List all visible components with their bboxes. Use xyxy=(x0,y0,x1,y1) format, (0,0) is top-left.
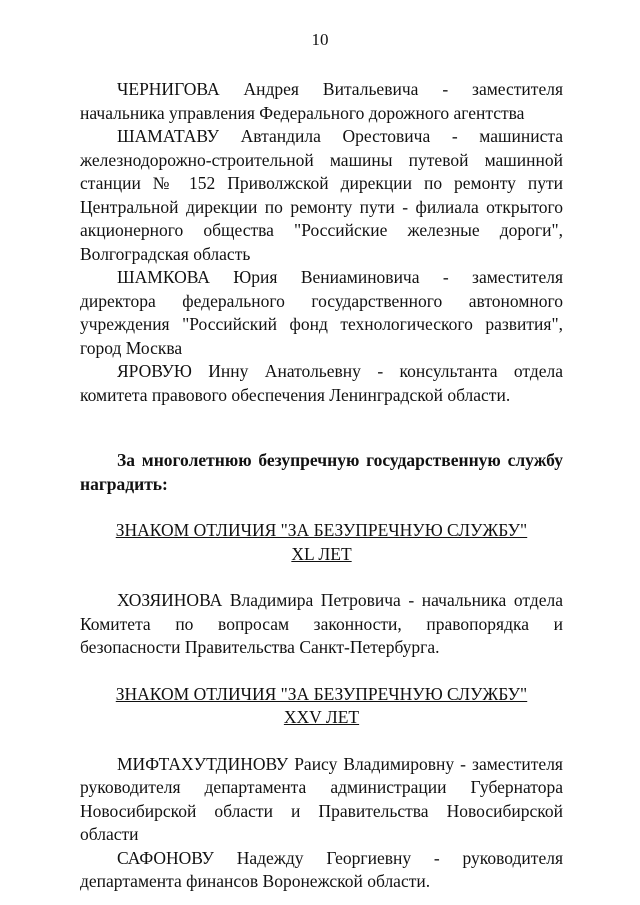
award-title-years: XXV ЛЕТ xyxy=(283,707,360,727)
award-title-xl xyxy=(80,519,563,566)
award-intro-heading: За многолетнюю безупречную государственную службу наградить: xyxy=(80,450,563,494)
award-recipient-paragraph: ШАМАТАВУ Автандила Орестовича - машиниста железнодорожно-строительной машины путевой машинной станции № 152 Приволжской дирекции по ремонту пути Центральной дирекции по ремонту пути - филиала открытого акционерного общества "Российские железные дороги", Волгоградская область xyxy=(80,126,563,264)
document-body xyxy=(80,78,563,894)
award-recipient-paragraph: ШАМКОВА Юрия Вениаминовича - заместителя директора федерального государственного автономного учреждения "Российский фонд технологического развития", город Москва xyxy=(80,267,563,358)
award-title-years: XL ЛЕТ xyxy=(291,543,352,564)
page-number: 10 xyxy=(311,30,329,49)
award-recipient-paragraph: ХОЗЯИНОВА Владимира Петровича - начальника отдела Комитета по вопросам законности, правопорядка и безопасности Правительства Санкт-Петербурга. xyxy=(80,590,563,657)
spacer xyxy=(80,730,563,753)
award-recipient-paragraph: САФОНОВУ Надежду Георгиевну - руководителя департамента финансов Воронежской области. xyxy=(80,847,563,891)
award-recipient-paragraph: МИФТАХУТДИНОВУ Раису Владимировну - заместителя руководителя департамента администрации Губернатора Новосибирской области и Правительства Новосибирской области xyxy=(80,753,563,844)
award-recipient-paragraph: ЧЕРНИГОВА Андрея Витальевича - заместителя начальника управления Федерального дорожного агентства xyxy=(80,79,563,123)
spacer xyxy=(80,496,563,519)
spacer xyxy=(80,566,563,589)
spacer xyxy=(80,407,563,449)
spacer xyxy=(80,660,563,683)
award-title-xxv xyxy=(80,683,563,730)
award-title-line: ЗНАКОМ ОТЛИЧИЯ "ЗА БЕЗУПРЕЧНУЮ СЛУЖБУ" xyxy=(115,520,528,540)
award-title-line: ЗНАКОМ ОТЛИЧИЯ "ЗА БЕЗУПРЕЧНУЮ СЛУЖБУ" xyxy=(115,683,528,704)
award-recipient-paragraph: ЯРОВУЮ Инну Анатольевну - консультанта отдела комитета правового обеспечения Ленинградской области. xyxy=(80,361,563,405)
